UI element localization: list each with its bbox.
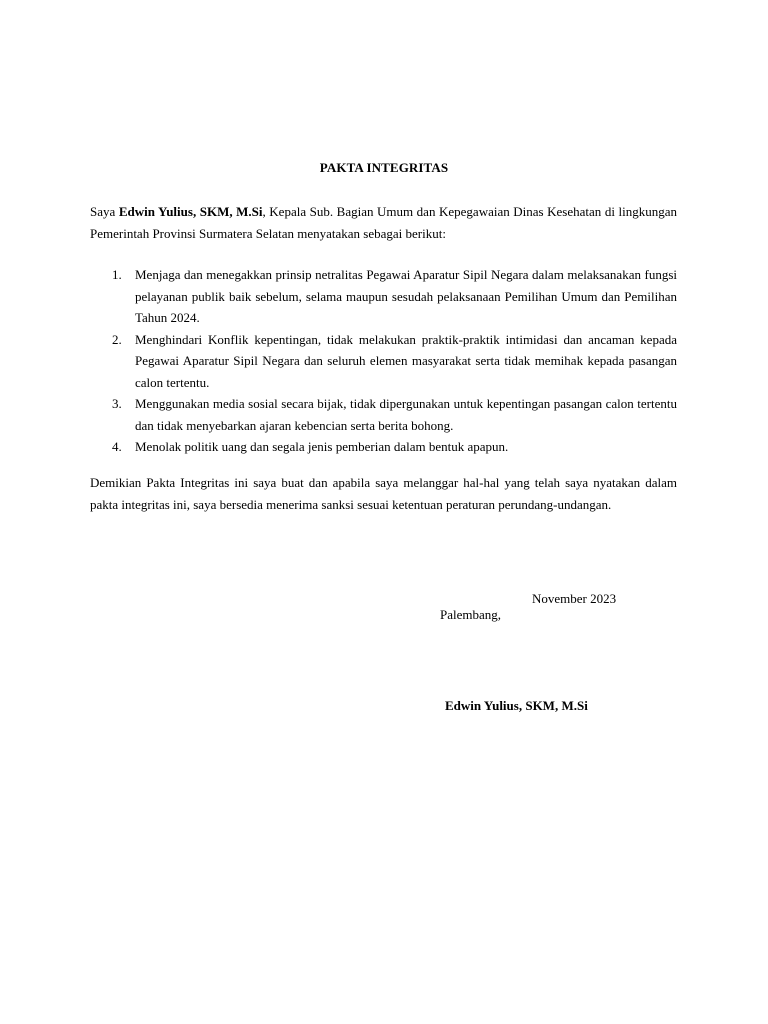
document-title: PAKTA INTEGRITAS xyxy=(319,160,449,175)
signer-name: Edwin Yulius, SKM, M.Si xyxy=(445,698,588,713)
list-item-number: 1. xyxy=(112,267,122,282)
list-item xyxy=(90,393,677,436)
list-item xyxy=(90,329,677,394)
commitment-list xyxy=(90,264,677,458)
list-item-text: Menjaga dan menegakkan prinsip netralitas Pegawai Aparatur Sipil Negara dalam melaksanakan fungsi pelayanan publik baik sebelum, selama maupun sesudah pelaksanaan Pemilihan Umum dan Pemilihan Tahun 2024. xyxy=(135,267,677,325)
list-item-number: 3. xyxy=(112,396,122,411)
month-year: November 2023 xyxy=(532,591,617,606)
declarant-name: Edwin Yulius, SKM, M.Si xyxy=(118,204,263,219)
list-item-number: 4. xyxy=(112,439,122,454)
list-item-number: 2. xyxy=(112,331,122,347)
list-item-text: Menggunakan media sosial secara bijak, tidak dipergunakan untuk kepentingan pasangan calon tertentu dan tidak menyebarkan ajaran kebencian serta berita bohong. xyxy=(135,396,677,433)
list-item-text: Menolak politik uang dan segala jenis pemberian dalam bentuk apapun. xyxy=(135,439,509,454)
intro-suffix: , Kepala Sub. Bagian Umum dan Kepegawaian Dinas Kesehatan di lingkungan Pemerintah Provinsi Surmatera Selatan menyatakan sebagai berikut: xyxy=(90,204,677,241)
place-date xyxy=(427,591,617,655)
list-item xyxy=(90,436,677,458)
closing-paragraph: Demikian Pakta Integritas ini saya buat dan apabila saya melanggar hal-hal yang telah saya nyatakan dalam pakta integritas ini, saya bersedia menerima sanksi sesuai ketentuan peraturan perundang-undangan. xyxy=(90,475,677,512)
list-item xyxy=(90,264,677,329)
intro-paragraph xyxy=(90,201,677,245)
list-item-text: Menghindari Konflik kepentingan, tidak melakukan praktik-praktik intimidasi dan ancaman kepada Pegawai Aparatur Sipil Negara dan seluruh elemen masyarakat serta tidak memihak kepada pasangan calon tertentu. xyxy=(135,331,677,390)
place: Palembang, xyxy=(440,607,502,622)
intro-prefix: Saya xyxy=(90,204,119,219)
